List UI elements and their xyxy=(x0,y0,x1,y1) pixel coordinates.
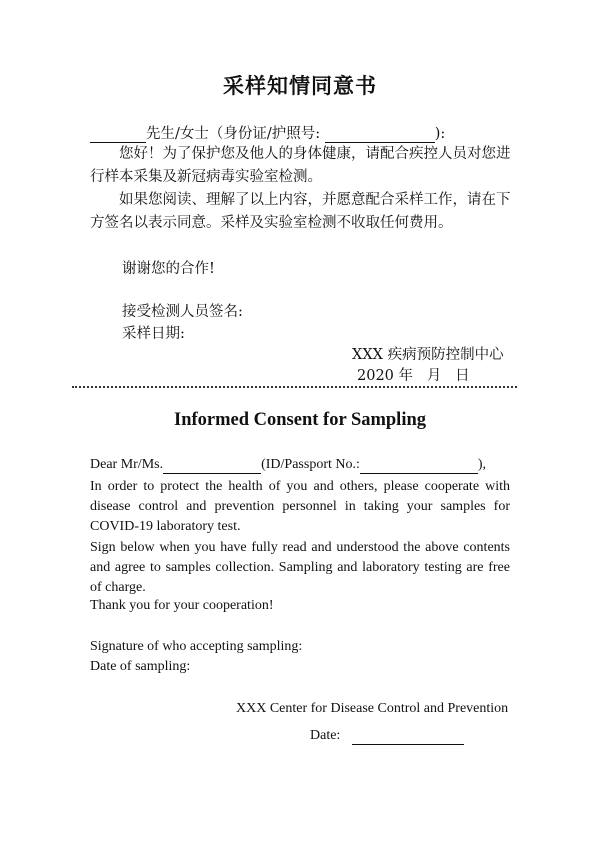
english-paragraph-1: In order to protect the health of you and others, please cooperate with disease control and prevention personnel in taking your samples for COVID-19 laboratory test. xyxy=(90,479,510,534)
chinese-paragraph-2: 如果您阅读、理解了以上内容，并愿意配合采样工作，请在下方签名以表示同意。采样及实验室检测不收取任何费用。 xyxy=(90,192,511,231)
name-blank xyxy=(90,126,146,143)
chinese-title: 采样知情同意书 xyxy=(223,73,377,98)
chinese-salutation-line xyxy=(90,122,445,143)
english-signature-label: Signature of who accepting sampling: xyxy=(90,639,303,654)
english-salutation-suffix: ), xyxy=(477,457,487,472)
english-salutation-prefix: Dear Mr/Ms. xyxy=(90,457,164,472)
english-salutation-line xyxy=(90,457,486,474)
english-paragraph-2: Sign below when you have fully read and understood the above contents and agree to samples collection. Sampling and laboratory testing are free of charge. xyxy=(90,540,510,595)
chinese-signature-label: 接受检测人员签名: xyxy=(122,304,243,320)
english-date-footer-label: Date: xyxy=(310,728,341,743)
chinese-paragraph-1: 您好！为了保护您及他人的身体健康，请配合疾控人员对您进行样本采集及新冠病毒实验室检测。 xyxy=(90,146,511,185)
section-divider xyxy=(72,386,517,388)
english-name-blank xyxy=(163,457,261,474)
chinese-salutation-suffix: ): xyxy=(434,126,446,142)
english-title: Informed Consent for Sampling xyxy=(174,410,426,430)
chinese-date-label: 采样日期: xyxy=(122,326,185,342)
id-blank xyxy=(325,126,435,143)
english-thanks: Thank you for your cooperation! xyxy=(90,598,274,613)
english-salutation-mid: (ID/Passport No.: xyxy=(261,457,360,472)
chinese-organization: XXX 疾病预防控制中心 xyxy=(352,347,504,363)
chinese-salutation-prefix: 先生/女士（身份证/护照号: xyxy=(146,126,325,142)
english-organization: XXX Center for Disease Control and Prevention xyxy=(236,701,509,716)
chinese-thanks: 谢谢您的合作! xyxy=(122,261,215,277)
chinese-date-line: 2020 年 月 日 xyxy=(357,368,470,384)
english-date-footer xyxy=(310,728,464,745)
english-date-blank xyxy=(352,728,464,745)
english-date-label: Date of sampling: xyxy=(90,659,191,674)
english-id-blank xyxy=(360,457,478,474)
